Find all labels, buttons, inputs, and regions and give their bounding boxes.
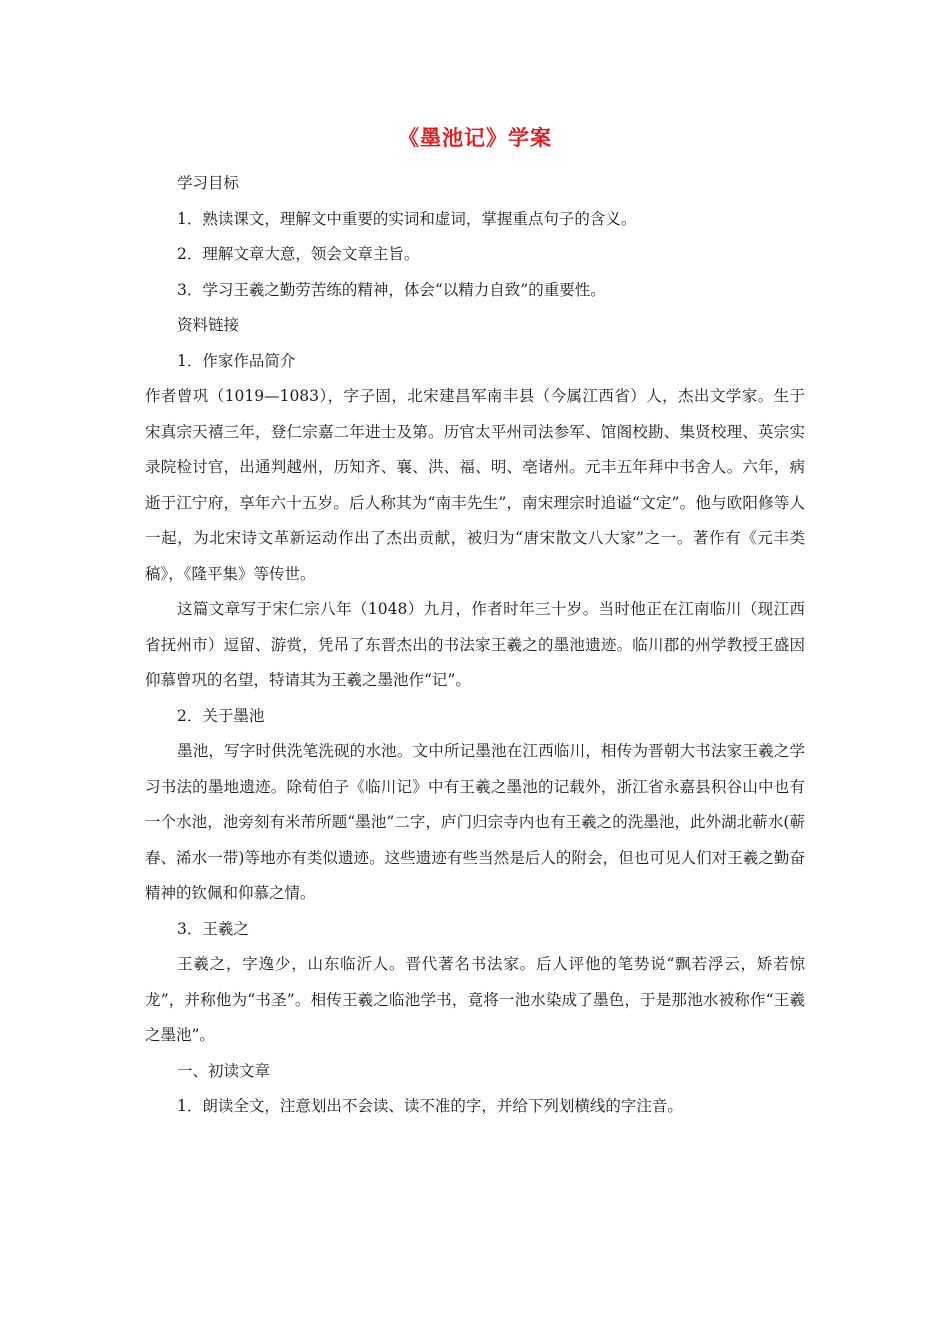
part-one-heading: 一、初读文章 (177, 1061, 271, 1080)
goal-item: 2．理解文章大意，领会文章主旨。 (177, 245, 420, 263)
goal-item: 3．学习王羲之勤劳苦练的精神，体会“以精力自致”的重要性。 (177, 280, 606, 299)
part-one-question: 1．朗读全文，注意划出不会读、读不准的字，并给下列划横线的字注音。 (177, 1097, 683, 1115)
document-body (145, 166, 805, 1125)
article-background-paragraph: 这篇文章写于宋仁宗八年（1048）九月，作者时年三十岁。当时他正在江南临川（现江西省抚州市）逗留、游赏，凭吊了东晋杰出的书法家王羲之的墨池遗迹。临川郡的州学教授王盛因仰慕曾巩的名望，特请其为王羲之墨池作“记”。 (145, 600, 805, 689)
resources-heading: 资料链接 (177, 316, 240, 334)
wang-xizhi-heading: 3．王羲之 (177, 919, 249, 938)
document-title: 《墨池记》学案 (398, 126, 552, 150)
wang-xizhi-paragraph: 王羲之，字逸少，山东临沂人。晋代著名书法家。后人评他的笔势说“飘若浮云，矫若惊龙”，并称他为“书圣”。相传王羲之临池学书，竟将一池水染成了墨色，于是那池水被称作“王羲之墨池”。 (145, 955, 805, 1044)
goal-item: 1．熟读课文，理解文中重要的实词和虚词，掌握重点句子的含义。 (177, 209, 637, 228)
goals-heading: 学习目标 (177, 174, 240, 192)
ink-pond-paragraph: 墨池，写字时供洗笔洗砚的水池。文中所记墨池在江西临川，相传为晋朝大书法家王羲之学习书法的墨地遗迹。除荀伯子《临川记》中有王羲之墨池的记载外，浙江省永嘉县积谷山中也有一个水池，池旁刻有米芾所题“墨池”二字，庐门归宗寺内也有王羲之的洗墨池，此外湖北蕲水(蕲春、浠水一带)等地亦有类似遗迹。这些遗迹有些当然是后人的附会，但也可见人们对王羲之勤奋精神的钦佩和仰慕之情。 (145, 742, 805, 902)
author-intro-heading: 1．作家作品简介 (177, 351, 296, 370)
ink-pond-heading: 2．关于墨池 (177, 706, 265, 725)
author-intro-paragraph: 作者曾巩（1019—1083），字子固，北宋建昌军南丰县（今属江西省）人，杰出文学家。生于宋真宗天禧三年，登仁宗嘉二年进士及第。历官太平州司法参军、馆阁校勘、集贤校理、英宗实录院检讨官，出通判越州，历知齐、襄、洪、福、明、亳诸州。元丰五年拜中书舍人。六年，病逝于江宁府，享年六十五岁。后人称其为“南丰先生”，南宋理宗时追谥“文定”。他与欧阳修等人一起，为北宋诗文革新运动作出了杰出贡献，被归为“唐宋散文八大家”之一。著作有《元丰类稿》，《隆平集》等传世。 (145, 387, 805, 583)
